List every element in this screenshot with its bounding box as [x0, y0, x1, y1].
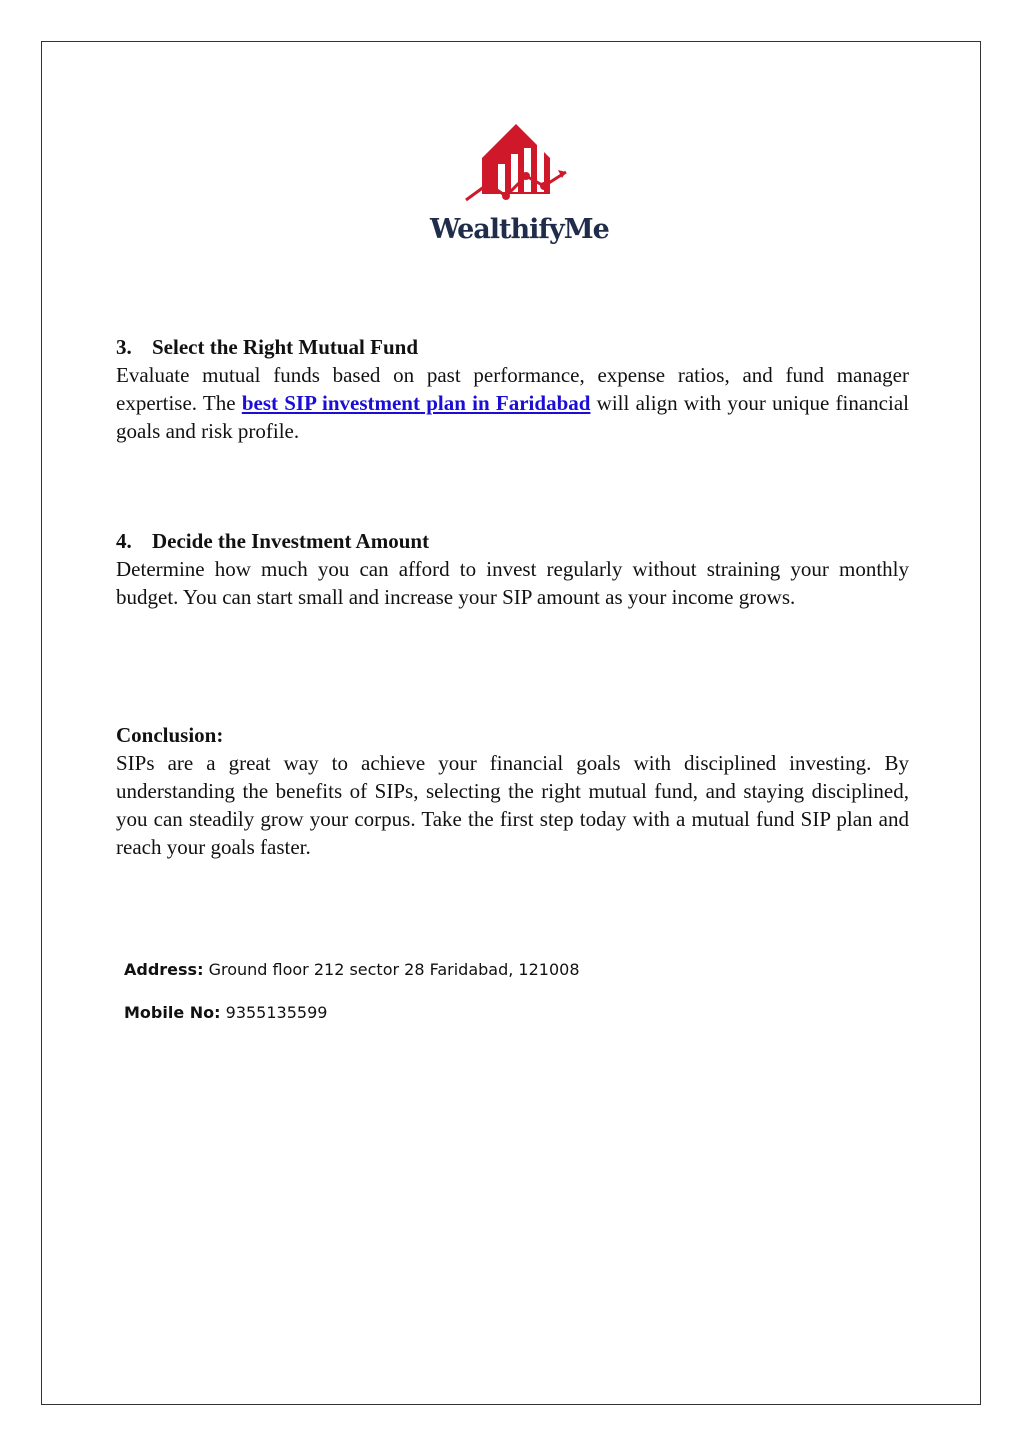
- mobile-value: 9355135599: [220, 1003, 328, 1022]
- section-3-paragraph: [116, 361, 909, 445]
- logo-chart-icon: [426, 118, 602, 218]
- section-3-text-after: will align with your unique financial goals and risk profile.: [116, 391, 909, 443]
- section-3-text-before: Evaluate mutual funds based on past performance, expense ratios, and fund manager expertise. The: [116, 363, 909, 415]
- section-4-title: Decide the Investment Amount: [152, 529, 430, 553]
- sip-plan-link[interactable]: best SIP investment plan in Faridabad: [241, 391, 591, 415]
- section-3: [116, 333, 909, 445]
- mobile-label: Mobile No:: [124, 1003, 221, 1022]
- logo-brand-text: WealthifyMe: [430, 214, 609, 245]
- conclusion-paragraph: SIPs are a great way to achieve your financial goals with disciplined investing. By understanding the benefits of SIPs, selecting the right mutual fund, and staying disciplined, you can steadily grow your corpus. Take the first step today with a mutual fund SIP plan and reach your goals faster.: [116, 751, 909, 859]
- section-4-paragraph: Determine how much you can afford to invest regularly without straining your monthly budget. You can start small and increase your SIP amount as your income grows.: [116, 557, 909, 609]
- conclusion-section: [116, 721, 909, 861]
- section-4-number: 4.: [116, 529, 132, 553]
- address-line: [124, 960, 580, 979]
- section-4: [116, 527, 909, 611]
- section-3-title: Select the Right Mutual Fund: [152, 335, 419, 359]
- wealthifyme-logo: [426, 118, 609, 258]
- address-value: Ground floor 212 sector 28 Faridabad, 121008: [203, 960, 580, 979]
- section-3-heading: [116, 333, 909, 361]
- section-4-heading: [116, 527, 909, 555]
- address-label: Address:: [124, 960, 204, 979]
- mobile-line: [124, 1003, 327, 1022]
- section-3-number: 3.: [116, 335, 132, 359]
- conclusion-heading: Conclusion:: [116, 723, 224, 747]
